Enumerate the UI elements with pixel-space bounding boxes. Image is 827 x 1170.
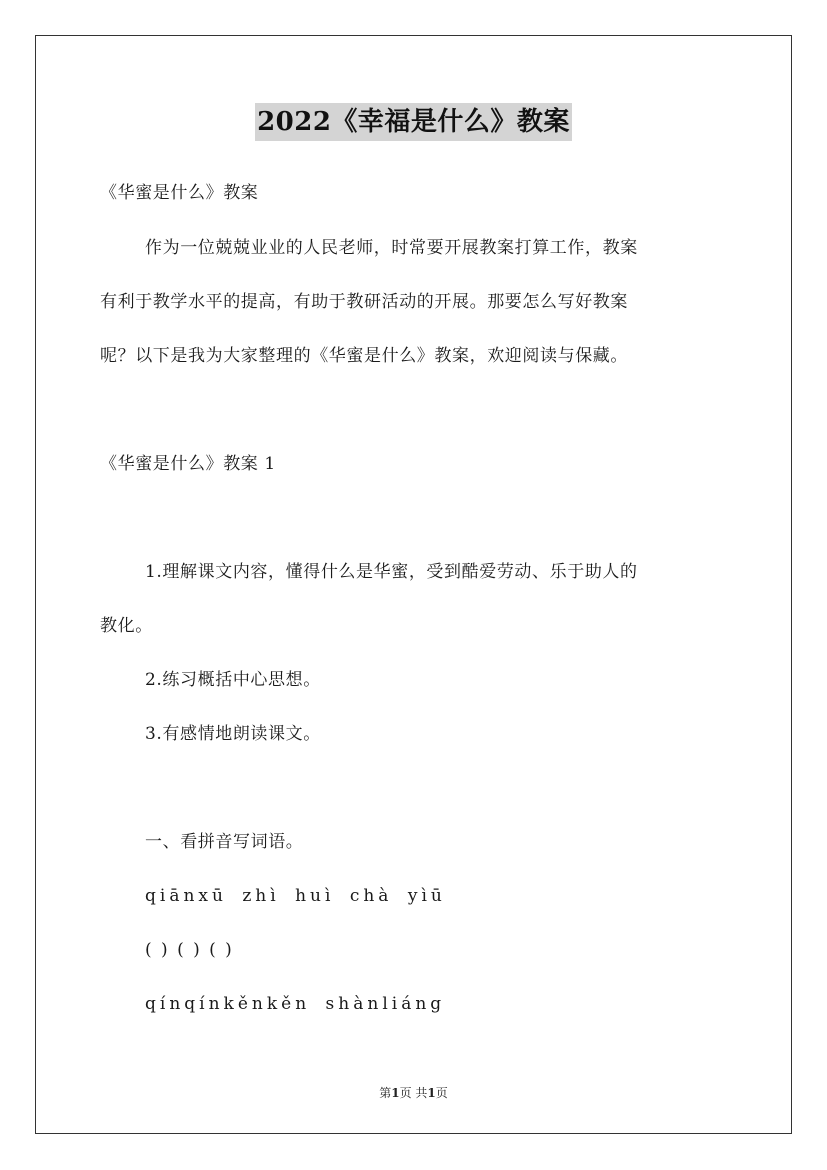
document-subtitle: 《华蜜是什么》教案 <box>100 183 259 203</box>
objective-line-3: 2.练习概括中心思想。 <box>145 670 321 690</box>
footer-page-total: 1 <box>427 1086 436 1100</box>
footer-page-mid: 页 共 <box>399 1086 428 1100</box>
exercise-heading: 一、看拼音写词语。 <box>145 832 304 852</box>
pinyin-row-2: qínqínkěnkěn shànliáng <box>145 994 446 1014</box>
page-footer <box>0 1085 827 1101</box>
intro-line-1: 作为一位兢兢业业的人民老师，时常要开展教案打算工作，教案 <box>145 238 638 258</box>
objective-line-4: 3.有感情地朗读课文。 <box>145 724 321 744</box>
answer-brackets-row: ( ) ( ) ( ) <box>145 940 234 960</box>
title-container <box>0 103 827 141</box>
footer-page-suffix: 页 <box>435 1086 448 1100</box>
intro-line-3: 呢？以下是我为大家整理的《华蜜是什么》教案，欢迎阅读与保藏。 <box>100 346 628 366</box>
footer-page-prefix: 第 <box>379 1086 392 1100</box>
objective-line-2: 教化。 <box>100 616 153 636</box>
objective-line-1: 1.理解课文内容，懂得什么是华蜜，受到酷爱劳动、乐于助人的 <box>145 562 638 582</box>
footer-page-current: 1 <box>391 1086 400 1100</box>
pinyin-row-1: qiānxū zhì huì chà yìū <box>145 886 446 906</box>
intro-line-2: 有利于教学水平的提高，有助于教研活动的开展。那要怎么写好教案 <box>100 292 628 312</box>
section-heading: 《华蜜是什么》教案 1 <box>100 454 276 474</box>
document-title: 2022《幸福是什么》教案 <box>255 103 572 141</box>
